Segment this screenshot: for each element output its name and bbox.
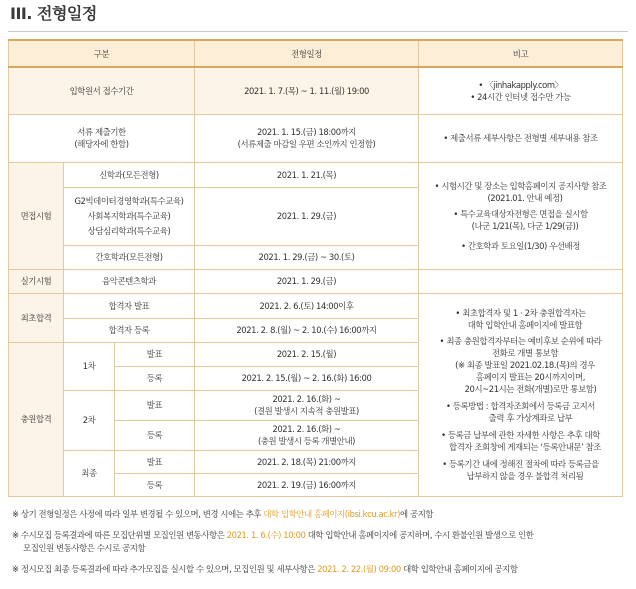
- note-line: • 간호학과 토요일(1/30) 우선배정: [461, 240, 580, 251]
- note-docs: [419, 114, 623, 162]
- round-1-label: 1차: [64, 342, 115, 390]
- schedule-table: [8, 39, 623, 497]
- note-line: • 24시간 인터넷 접수만 가능: [470, 91, 571, 102]
- footnote-text: 에 공지함: [400, 509, 434, 519]
- date-line: 2021. 1. 15.(금) 18:00까지: [256, 127, 356, 137]
- note-line: • 등록금 납부에 관한 자세한 사항은 추후 대학: [441, 430, 600, 440]
- note-line: • 등록기간 내에 정해진 절차에 따라 등록금을: [442, 459, 599, 469]
- header-category: 구분: [9, 40, 195, 67]
- category-additional: 충원합격: [9, 342, 64, 496]
- date-line: (결원 발생시 지속적 충원발표): [254, 406, 359, 416]
- table-row: [9, 293, 623, 318]
- note-line: 홈페이지 발표는 20시까지이며,: [476, 372, 585, 382]
- note-line: 합격자 조회창에 게재되는 ‘등록안내문’ 참조: [449, 442, 601, 452]
- footnotes: [12, 508, 624, 576]
- header-notes: 비고: [419, 40, 623, 67]
- category-practical: 실기시험: [9, 269, 64, 293]
- table-header-row: [9, 40, 623, 67]
- note-line: (※ 최종 발표일 2021.02.18.(목)의 경우: [455, 360, 595, 370]
- category-first: 최초합격: [9, 293, 64, 342]
- footnote-text: 모집인원 변동사항은 수시로 공지함: [23, 543, 146, 553]
- row-label-first-register: 합격자 등록: [64, 318, 195, 342]
- row-label-line: G2빅데이터경영학과(특수교육): [74, 195, 184, 206]
- row-label-special: [64, 187, 195, 245]
- date-special: 2021. 1. 29.(금): [195, 187, 419, 245]
- note-line: (2021.01. 안내 예정): [487, 192, 563, 203]
- final-register-label: 등록: [115, 473, 195, 496]
- row-label-apply: 입학원서 접수기간: [9, 67, 195, 114]
- round-2-label: 2차: [64, 390, 115, 450]
- table-row: [9, 114, 623, 162]
- note-line: 대학 입학안내 홈페이지에 발표함: [467, 320, 583, 330]
- date-first-register: 2021. 2. 8.(월) ~ 2. 10.(수) 16:00까지: [195, 318, 419, 342]
- date-first-announce: 2021. 2. 6.(토) 14:00이후: [195, 293, 419, 318]
- note-line: • 최종 충원합격자부터는 예비후보 순위에 따라: [439, 336, 602, 346]
- category-interview: 면접시험: [9, 162, 64, 269]
- date-round-2-announce: [195, 390, 419, 420]
- row-label-music: 음악콘텐츠학과: [64, 269, 195, 293]
- title-divider: [8, 31, 628, 32]
- date-round-2-register: [195, 420, 419, 450]
- round-2-register-label: 등록: [115, 420, 195, 450]
- note-line: 납부하지 않을 경우 불합격 처리됨: [466, 471, 584, 481]
- final-label: 최종: [64, 450, 115, 496]
- date-music: 2021. 1. 29.(금): [195, 269, 419, 293]
- row-label-docs: [9, 114, 195, 162]
- date-final-announce: 2021. 2. 18.(목) 21:00까지: [195, 450, 419, 473]
- date-nursing: 2021. 1. 29.(금) ~ 30.(토): [195, 245, 419, 269]
- note-interview: [419, 162, 623, 269]
- date-final-register: 2021. 2. 19.(금) 16:00까지: [195, 473, 419, 496]
- date-theology: 2021. 1. 21.(목): [195, 162, 419, 187]
- footnote-2: [12, 529, 624, 542]
- note-apply: [419, 67, 623, 114]
- note-line: • 〈jinhakapply.com〉: [478, 79, 563, 90]
- footnote-text: 대학 입학안내 홈페이지에 공지하며, 수시 환불인원 발생으로 인한: [305, 530, 534, 540]
- final-announce-label: 발표: [115, 450, 195, 473]
- note-line: 출력 후 가상계좌로 납부: [488, 413, 573, 423]
- note-line: (나군 1/21(목), 다군 1/29(금)): [471, 220, 579, 231]
- row-label-line: 사회복지학과(특수교육): [87, 210, 171, 221]
- footnote-highlight: 대학 입학안내 홈페이지(ibsi.kcu.ac.kr): [263, 509, 401, 519]
- note-line: • 제출서류 세부사항은 전형별 세부내용 참조: [443, 133, 598, 143]
- footnote-2-cont: [12, 542, 624, 555]
- date-docs: [195, 114, 419, 162]
- note-line: • 시험시간 및 장소는 입학홈페이지 공지사항 참조: [434, 180, 607, 191]
- row-label-line: 상담심리학과(특수교육): [87, 225, 171, 236]
- note-line: • 최초합격자 및 1 · 2차 충원합격자는: [455, 308, 586, 318]
- row-label-line: 서류 제출기한: [77, 127, 126, 137]
- date-apply: 2021. 1. 7.(목) ~ 1. 11.(월) 19:00: [195, 67, 419, 114]
- date-line: 2021. 2. 16.(화) ~: [272, 394, 341, 404]
- table-row: [9, 269, 623, 293]
- row-label-line: (해당자에 한함): [74, 139, 129, 149]
- note-practical: [419, 269, 623, 293]
- note-line: • 등록방법 : 합격자조회에서 등록금 고지서: [445, 401, 595, 411]
- date-round-1-register: 2021. 2. 15.(월) ~ 2. 16.(화) 16:00: [195, 366, 419, 390]
- footnote-text: ※ 수시모집 등록결과에 따른 모집단위별 모집인원 변동사항은: [12, 530, 227, 540]
- footnote-highlight: 2021. 1. 6.(수) 10:00: [226, 530, 306, 540]
- round-2-announce-label: 발표: [115, 390, 195, 420]
- note-results: [419, 293, 623, 496]
- date-line: 2021. 2. 16.(화) ~: [272, 424, 341, 434]
- table-row: [9, 67, 623, 114]
- round-1-register-label: 등록: [115, 366, 195, 390]
- note-line: • 특수교육대상자전형은 면접을 실시함: [453, 208, 588, 219]
- footnote-text: 대학 입학안내 홈페이지에 공지함: [400, 564, 518, 574]
- row-label-theology: 신학과(모든전형): [64, 162, 195, 187]
- header-schedule: 전형일정: [195, 40, 419, 67]
- footnote-text: ※ 상기 전형일정은 사정에 따라 일부 변경될 수 있으며, 변경 시에는 추후: [12, 509, 264, 519]
- note-line: 전화로 개별 통보함: [491, 348, 559, 358]
- date-round-1-announce: 2021. 2. 15.(월): [195, 342, 419, 366]
- table-row: [9, 162, 623, 187]
- round-1-announce-label: 발표: [115, 342, 195, 366]
- footnote-highlight: 2021. 2. 22.(월) 09:00: [317, 564, 401, 574]
- date-line: (충원 발생시 등록 개별안내): [257, 436, 356, 446]
- row-label-first-announce: 합격자 발표: [64, 293, 195, 318]
- footnote-3: [12, 563, 624, 576]
- footnote-1: [12, 508, 624, 521]
- row-label-nursing: 간호학과(모든전형): [64, 245, 195, 269]
- note-line: 20시~21시는 전화(개별)로만 통보함): [464, 384, 597, 394]
- date-line: (서류제출 마감일 우편 소인까지 인정함): [237, 139, 376, 149]
- footnote-text: ※ 정시모집 최종 등록결과에 따라 추가모집을 실시할 수 있으며, 모집인원 및 세부사항은: [12, 564, 318, 574]
- section-title: III. 전형일정: [10, 4, 97, 23]
